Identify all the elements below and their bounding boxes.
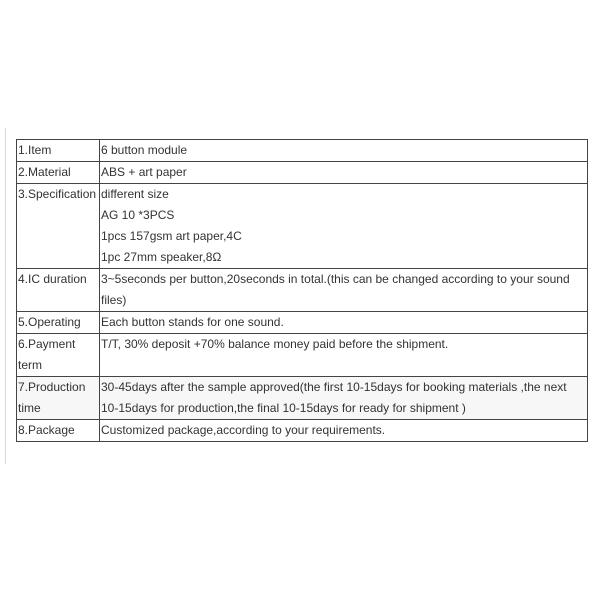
row-value [100, 140, 588, 162]
row-label: 8.Package [17, 420, 100, 442]
row-label: 5.Operating [17, 312, 100, 334]
table-row-operating [17, 312, 588, 334]
row-value [100, 377, 588, 420]
row-value-line: ABS + art paper [101, 165, 187, 179]
left-border-rule [5, 128, 6, 464]
table-row-item [17, 140, 588, 162]
row-value-line: AG 10 *3PCS [101, 208, 175, 222]
table-row-material [17, 162, 588, 184]
row-value [100, 269, 588, 312]
row-value-line: 30-45days after the sample approved(the first 10-15days for booking materials ,the next 10-15days for production,the final 10-15days for ready for shipment ) [101, 380, 567, 415]
row-value-line: different size [101, 187, 169, 201]
table-row-ic-duration [17, 269, 588, 312]
row-label: 7.Production time [17, 377, 100, 420]
product-spec-table [16, 139, 588, 442]
row-value [100, 184, 588, 269]
row-value [100, 312, 588, 334]
row-label: 2.Material [17, 162, 100, 184]
row-label: 1.Item [17, 140, 100, 162]
row-label: 6.Payment term [17, 334, 100, 377]
row-label: 4.IC duration [17, 269, 100, 312]
row-value-line: 1pc 27mm speaker,8Ω [101, 250, 222, 264]
row-value-line: 3~5seconds per button,20seconds in total.(this can be changed according to your sound files) [101, 272, 570, 307]
row-value-line: T/T, 30% deposit +70% balance money paid before the shipment. [101, 337, 449, 351]
row-value-line: Customized package,according to your requirements. [101, 423, 386, 437]
row-value [100, 334, 588, 377]
table-row-payment-term [17, 334, 588, 377]
table-row-production-time [17, 377, 588, 420]
row-label: 3.Specification [17, 184, 100, 269]
row-value [100, 420, 588, 442]
table-row-package [17, 420, 588, 442]
row-value-line: 1pcs 157gsm art paper,4C [101, 229, 242, 243]
table-row-specification [17, 184, 588, 269]
row-value-line: 6 button module [101, 143, 188, 157]
row-value-line: Each button stands for one sound. [101, 315, 284, 329]
row-value [100, 162, 588, 184]
